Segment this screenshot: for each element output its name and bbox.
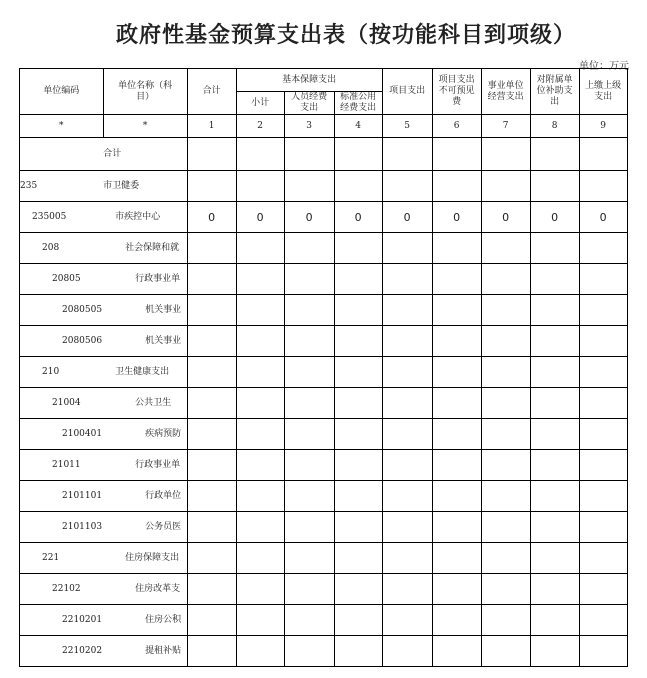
- row-value: [382, 326, 432, 357]
- header-upper: 上缴上级支出: [579, 69, 627, 115]
- row-value: [432, 171, 481, 202]
- row-value: [432, 419, 481, 450]
- row-value: [530, 171, 579, 202]
- row-name: 疾病预防: [103, 419, 187, 450]
- row-value: 0: [334, 202, 382, 233]
- table-row: [20, 419, 628, 450]
- row-value: [481, 419, 530, 450]
- row-value: [187, 326, 236, 357]
- row-value: [530, 636, 579, 667]
- row-value: [284, 388, 334, 419]
- index-cell: 5: [382, 115, 432, 138]
- row-value: [481, 481, 530, 512]
- row-value: [236, 543, 284, 574]
- row-code: [20, 138, 104, 171]
- row-value: [284, 326, 334, 357]
- row-value: [481, 233, 530, 264]
- row-value: [481, 326, 530, 357]
- row-value: [236, 450, 284, 481]
- table-row: [20, 138, 628, 171]
- row-value: 0: [579, 202, 627, 233]
- row-value: [432, 605, 481, 636]
- table-row: [20, 202, 628, 233]
- row-code: 20805: [20, 264, 104, 295]
- row-value: [432, 295, 481, 326]
- header-subsidy: 对附属单位补助支出: [530, 69, 579, 115]
- row-value: [579, 605, 627, 636]
- row-value: [284, 233, 334, 264]
- row-value: [481, 388, 530, 419]
- index-row: [20, 115, 628, 138]
- row-value: [334, 171, 382, 202]
- row-value: [432, 264, 481, 295]
- row-value: [432, 512, 481, 543]
- header-basic: 基本保障支出: [236, 69, 382, 92]
- header-total: 合计: [187, 69, 236, 115]
- row-name: 住房保障支出: [103, 543, 187, 574]
- row-value: [334, 574, 382, 605]
- row-value: [284, 636, 334, 667]
- row-value: [334, 419, 382, 450]
- row-name: 住房改革支: [103, 574, 187, 605]
- row-value: [284, 138, 334, 171]
- table-row: [20, 574, 628, 605]
- row-value: [236, 636, 284, 667]
- row-value: [530, 605, 579, 636]
- row-name: 提租补贴: [103, 636, 187, 667]
- row-value: [481, 574, 530, 605]
- row-value: [236, 233, 284, 264]
- row-value: [481, 450, 530, 481]
- row-value: [382, 357, 432, 388]
- header-project: 项目支出: [382, 69, 432, 115]
- table-row: [20, 636, 628, 667]
- row-value: [579, 295, 627, 326]
- row-value: [579, 636, 627, 667]
- row-code: 2100401: [20, 419, 104, 450]
- table-row: [20, 543, 628, 574]
- row-name: 市疾控中心: [103, 202, 187, 233]
- row-value: 0: [382, 202, 432, 233]
- row-value: [284, 450, 334, 481]
- row-value: [334, 357, 382, 388]
- row-value: [579, 264, 627, 295]
- row-code: 22102: [20, 574, 104, 605]
- row-value: [284, 171, 334, 202]
- header-personnel: 人员经费支出: [284, 92, 334, 115]
- row-value: [530, 543, 579, 574]
- row-value: [579, 481, 627, 512]
- row-value: 0: [432, 202, 481, 233]
- row-value: [187, 233, 236, 264]
- row-value: [382, 543, 432, 574]
- row-value: [334, 264, 382, 295]
- budget-table: [19, 68, 628, 667]
- row-value: [530, 264, 579, 295]
- row-value: [187, 419, 236, 450]
- row-value: [187, 388, 236, 419]
- row-value: [334, 138, 382, 171]
- row-value: [334, 636, 382, 667]
- index-cell: 3: [284, 115, 334, 138]
- row-value: [481, 138, 530, 171]
- row-value: [579, 512, 627, 543]
- header-unforeseen: 项目支出不可预见费: [432, 69, 481, 115]
- table-row: [20, 388, 628, 419]
- row-value: [481, 295, 530, 326]
- row-value: [284, 419, 334, 450]
- row-code: 235: [20, 171, 104, 202]
- row-value: [530, 233, 579, 264]
- row-value: [579, 543, 627, 574]
- index-cell: 8: [530, 115, 579, 138]
- row-name: 公务员医: [103, 512, 187, 543]
- row-code: 21011: [20, 450, 104, 481]
- row-value: [481, 512, 530, 543]
- row-value: [530, 574, 579, 605]
- row-value: [284, 295, 334, 326]
- row-value: [530, 295, 579, 326]
- row-value: [187, 295, 236, 326]
- row-value: [579, 450, 627, 481]
- header-business: 事业单位经营支出: [481, 69, 530, 115]
- row-value: [236, 481, 284, 512]
- row-value: [236, 138, 284, 171]
- row-code: 208: [20, 233, 104, 264]
- row-name: 机关事业: [103, 295, 187, 326]
- row-value: [187, 450, 236, 481]
- row-code: 221: [20, 543, 104, 574]
- index-cell: 4: [334, 115, 382, 138]
- row-code: 2080505: [20, 295, 104, 326]
- row-value: [187, 481, 236, 512]
- index-cell: 2: [236, 115, 284, 138]
- row-name: 行政单位: [103, 481, 187, 512]
- row-value: [432, 574, 481, 605]
- row-value: [382, 388, 432, 419]
- table-row: [20, 357, 628, 388]
- row-name: 合计: [103, 138, 187, 171]
- row-value: [284, 357, 334, 388]
- row-value: [530, 357, 579, 388]
- row-value: [382, 419, 432, 450]
- row-value: [481, 357, 530, 388]
- row-value: [530, 512, 579, 543]
- row-code: 2101103: [20, 512, 104, 543]
- row-value: [432, 326, 481, 357]
- row-value: 0: [236, 202, 284, 233]
- row-value: [481, 605, 530, 636]
- table-row: [20, 450, 628, 481]
- row-value: [530, 326, 579, 357]
- header-standard: 标准公用经费支出: [334, 92, 382, 115]
- row-value: [530, 481, 579, 512]
- row-value: [334, 450, 382, 481]
- index-cell: 6: [432, 115, 481, 138]
- row-value: [236, 419, 284, 450]
- row-value: [432, 233, 481, 264]
- table-row: [20, 233, 628, 264]
- row-value: [236, 574, 284, 605]
- row-value: [432, 543, 481, 574]
- row-value: [382, 264, 432, 295]
- row-value: [187, 574, 236, 605]
- row-value: [236, 357, 284, 388]
- row-code: 210: [20, 357, 104, 388]
- row-value: [284, 605, 334, 636]
- row-value: [579, 388, 627, 419]
- row-value: [236, 512, 284, 543]
- row-value: [579, 171, 627, 202]
- row-code: 235005: [20, 202, 104, 233]
- row-value: [432, 388, 481, 419]
- row-value: [334, 512, 382, 543]
- row-value: [187, 171, 236, 202]
- row-value: [579, 419, 627, 450]
- row-value: [284, 264, 334, 295]
- row-name: 机关事业: [103, 326, 187, 357]
- row-value: [481, 636, 530, 667]
- row-value: [334, 388, 382, 419]
- row-name: 公共卫生: [103, 388, 187, 419]
- row-code: 2080506: [20, 326, 104, 357]
- row-value: 0: [187, 202, 236, 233]
- row-value: [432, 138, 481, 171]
- index-cell: *: [103, 115, 187, 138]
- table-row: [20, 326, 628, 357]
- row-value: [579, 574, 627, 605]
- row-value: [334, 605, 382, 636]
- row-code: 21004: [20, 388, 104, 419]
- row-value: [530, 419, 579, 450]
- row-value: [236, 605, 284, 636]
- row-value: [382, 481, 432, 512]
- row-value: [236, 295, 284, 326]
- row-value: [284, 574, 334, 605]
- row-value: [382, 450, 432, 481]
- row-value: [334, 233, 382, 264]
- row-value: [432, 481, 481, 512]
- table-row: [20, 481, 628, 512]
- row-value: [382, 171, 432, 202]
- row-value: [382, 295, 432, 326]
- row-value: [187, 138, 236, 171]
- row-value: [382, 605, 432, 636]
- row-value: [236, 171, 284, 202]
- row-value: [432, 357, 481, 388]
- row-value: [481, 171, 530, 202]
- row-value: [579, 138, 627, 171]
- row-value: [382, 512, 432, 543]
- table-row: [20, 295, 628, 326]
- row-name: 行政事业单: [103, 264, 187, 295]
- row-value: [334, 326, 382, 357]
- row-value: [481, 543, 530, 574]
- table-row: [20, 264, 628, 295]
- table-row: [20, 605, 628, 636]
- row-name: 行政事业单: [103, 450, 187, 481]
- row-value: [530, 138, 579, 171]
- row-value: [187, 543, 236, 574]
- row-code: 2210201: [20, 605, 104, 636]
- header-subtotal: 小计: [236, 92, 284, 115]
- row-value: [334, 543, 382, 574]
- row-value: [382, 636, 432, 667]
- unit-label: 单位：万元: [579, 61, 629, 72]
- row-value: 0: [530, 202, 579, 233]
- row-value: [432, 636, 481, 667]
- row-value: [284, 543, 334, 574]
- row-code: 2101101: [20, 481, 104, 512]
- table-row: [20, 171, 628, 202]
- header-code: 单位编码: [20, 69, 104, 115]
- row-value: [579, 326, 627, 357]
- row-value: [236, 388, 284, 419]
- row-value: [187, 512, 236, 543]
- row-name: 卫生健康支出: [103, 357, 187, 388]
- row-value: 0: [481, 202, 530, 233]
- row-value: [382, 233, 432, 264]
- index-cell: *: [20, 115, 104, 138]
- row-value: [432, 450, 481, 481]
- row-value: [236, 326, 284, 357]
- row-value: [236, 264, 284, 295]
- row-value: [579, 357, 627, 388]
- row-code: 2210202: [20, 636, 104, 667]
- row-name: 住房公积: [103, 605, 187, 636]
- row-value: [187, 605, 236, 636]
- row-value: [530, 450, 579, 481]
- row-value: [187, 357, 236, 388]
- table-row: [20, 512, 628, 543]
- row-value: [530, 388, 579, 419]
- row-value: [481, 264, 530, 295]
- row-name: 社会保障和就: [103, 233, 187, 264]
- row-value: [334, 295, 382, 326]
- row-value: [284, 512, 334, 543]
- table-body: [20, 69, 628, 667]
- row-value: [187, 636, 236, 667]
- header-name: 单位名称（科目）: [103, 69, 187, 115]
- row-value: 0: [284, 202, 334, 233]
- page-title: 政府性基金预算支出表（按功能科目到项级）: [116, 22, 577, 48]
- row-value: [334, 481, 382, 512]
- index-cell: 1: [187, 115, 236, 138]
- index-cell: 9: [579, 115, 627, 138]
- row-value: [579, 233, 627, 264]
- row-value: [187, 264, 236, 295]
- index-cell: 7: [481, 115, 530, 138]
- row-name: 市卫健委: [103, 171, 187, 202]
- row-value: [284, 481, 334, 512]
- row-value: [382, 574, 432, 605]
- row-value: [382, 138, 432, 171]
